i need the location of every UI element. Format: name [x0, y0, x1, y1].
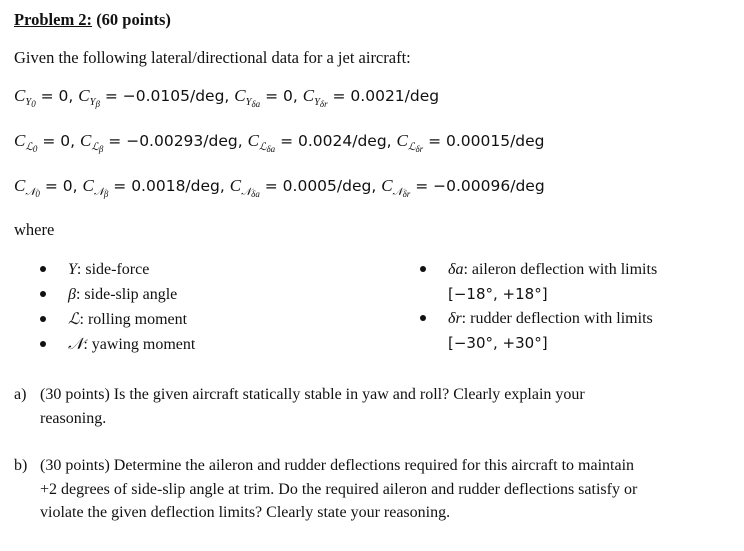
definition-text: : yawing moment — [83, 336, 196, 353]
coef-value: = 0.0024/deg, — [275, 132, 397, 150]
coef-subscript: Y — [89, 97, 96, 108]
coef-subscript: ℒ — [91, 142, 99, 153]
definition-limits: [−18°, +18°] — [448, 285, 548, 303]
coef-subsubscript: δa — [251, 99, 261, 109]
coef-value: = −0.0105/deg, — [99, 87, 235, 105]
coef-subscript: 𝒩 — [392, 187, 403, 198]
coef-subsubscript: 0 — [31, 99, 36, 109]
coef-symbol: C — [82, 176, 94, 195]
coef-subsubscript: β — [95, 99, 100, 109]
coef-symbol: C — [79, 131, 92, 150]
coef-value: = −0.00096/deg — [410, 177, 545, 195]
bullet-icon — [40, 316, 46, 322]
coef-value: = 0.00015/deg — [423, 132, 545, 150]
question-line: (30 points) Is the given aircraft statically stable in yaw and roll? Clearly explain your — [40, 386, 585, 403]
coef-subscript: 𝒩 — [25, 187, 36, 198]
question-line: violate the given deflection limits? Clearly state your reasoning. — [40, 504, 451, 521]
coef-subsubscript: δa — [266, 144, 276, 154]
bullet-icon — [420, 315, 426, 321]
list-item-continuation — [420, 331, 657, 355]
definition-symbol: ℒ — [68, 311, 80, 328]
where-label: where — [14, 220, 55, 239]
coef-value: = 0, — [39, 177, 83, 195]
definition-symbol: Y — [68, 261, 77, 278]
coef-subscript: 𝒩 — [93, 187, 104, 198]
definition-text: : rudder deflection with limits — [461, 310, 653, 327]
problem-heading: Problem 2: — [14, 10, 93, 29]
coef-subsubscript: β — [98, 144, 104, 154]
coef-subsubscript: δa — [251, 189, 260, 199]
coef-value: = 0.0005/deg, — [259, 177, 382, 195]
list-item — [420, 306, 657, 331]
coef-subscript: Y — [245, 97, 252, 108]
coef-subscript: ℒ — [258, 142, 267, 153]
coef-subsubscript: δr — [319, 99, 328, 109]
list-item — [40, 307, 195, 332]
coef-symbol: C — [78, 86, 90, 105]
definitions-right-list — [420, 257, 657, 355]
coef-subsubscript: δr — [402, 189, 411, 199]
equation-row-yawing-moment — [14, 176, 545, 199]
definition-symbol: 𝒩 — [68, 336, 84, 353]
definition-symbol: β — [68, 286, 76, 303]
list-item — [40, 332, 195, 357]
coef-subsubscript: δr — [415, 144, 424, 154]
coef-symbol: C — [234, 86, 246, 105]
question-body — [40, 454, 637, 525]
bullet-icon — [420, 266, 426, 272]
list-item — [420, 257, 657, 282]
coef-subscript: Y — [314, 97, 320, 108]
bullet-icon — [40, 291, 46, 297]
coef-symbol: C — [396, 131, 408, 150]
coef-symbol: C — [14, 176, 26, 195]
coef-symbol: C — [302, 86, 315, 105]
bullet-icon — [40, 266, 46, 272]
coef-value: = 0.0021/deg — [327, 87, 440, 105]
coef-value: = 0, — [35, 87, 79, 105]
definition-text: : aileron deflection with limits — [463, 261, 658, 278]
definition-symbol: δa — [448, 261, 464, 278]
equation-row-side-force — [14, 86, 440, 109]
list-item — [40, 257, 195, 282]
question-label: a) — [14, 386, 27, 403]
definitions-left-list — [40, 257, 195, 357]
coef-value: = 0, — [37, 132, 80, 150]
list-item — [40, 282, 195, 307]
definition-limits: [−30°, +30°] — [448, 334, 548, 352]
list-item-continuation — [420, 282, 657, 306]
definition-symbol: δr — [448, 310, 462, 327]
coef-subscript: Y — [25, 97, 32, 108]
coef-subscript: ℒ — [407, 142, 416, 153]
equation-row-rolling-moment — [14, 131, 545, 154]
coef-symbol: C — [14, 131, 26, 150]
coef-subsubscript: 0 — [32, 144, 38, 154]
question-line: +2 degrees of side-slip angle at trim. Do the required aileron and rudder deflections satisfy or — [40, 480, 638, 498]
definition-text: : rolling moment — [79, 311, 188, 328]
problem-intro: Given the following lateral/directional data for a jet aircraft: — [14, 48, 411, 67]
coef-symbol: C — [247, 131, 259, 150]
coef-value: = −0.00293/deg, — [103, 132, 248, 150]
coef-subsubscript: 0 — [35, 189, 40, 199]
problem-title — [14, 10, 171, 30]
bullet-icon — [40, 341, 46, 347]
coef-symbol: C — [14, 86, 26, 105]
definition-text: : side-slip angle — [75, 286, 178, 303]
problem-points: (60 points) — [96, 10, 171, 29]
coef-subscript: 𝒩 — [241, 187, 252, 198]
coef-value: = 0, — [260, 87, 303, 105]
question-b — [14, 454, 734, 529]
coef-subscript: ℒ — [25, 142, 33, 153]
question-a — [14, 383, 734, 433]
coef-value: = 0.0018/deg, — [108, 177, 230, 195]
coef-symbol: C — [381, 176, 393, 195]
question-line: (30 points) Determine the aileron and rudder deflections required for this aircraft to maintain — [40, 457, 635, 474]
question-label: b) — [14, 457, 28, 474]
question-body — [40, 383, 585, 430]
question-line: reasoning. — [40, 409, 107, 427]
coef-symbol: C — [229, 176, 242, 195]
definition-text: : side-force — [76, 261, 150, 278]
coef-subsubscript: β — [103, 189, 109, 199]
